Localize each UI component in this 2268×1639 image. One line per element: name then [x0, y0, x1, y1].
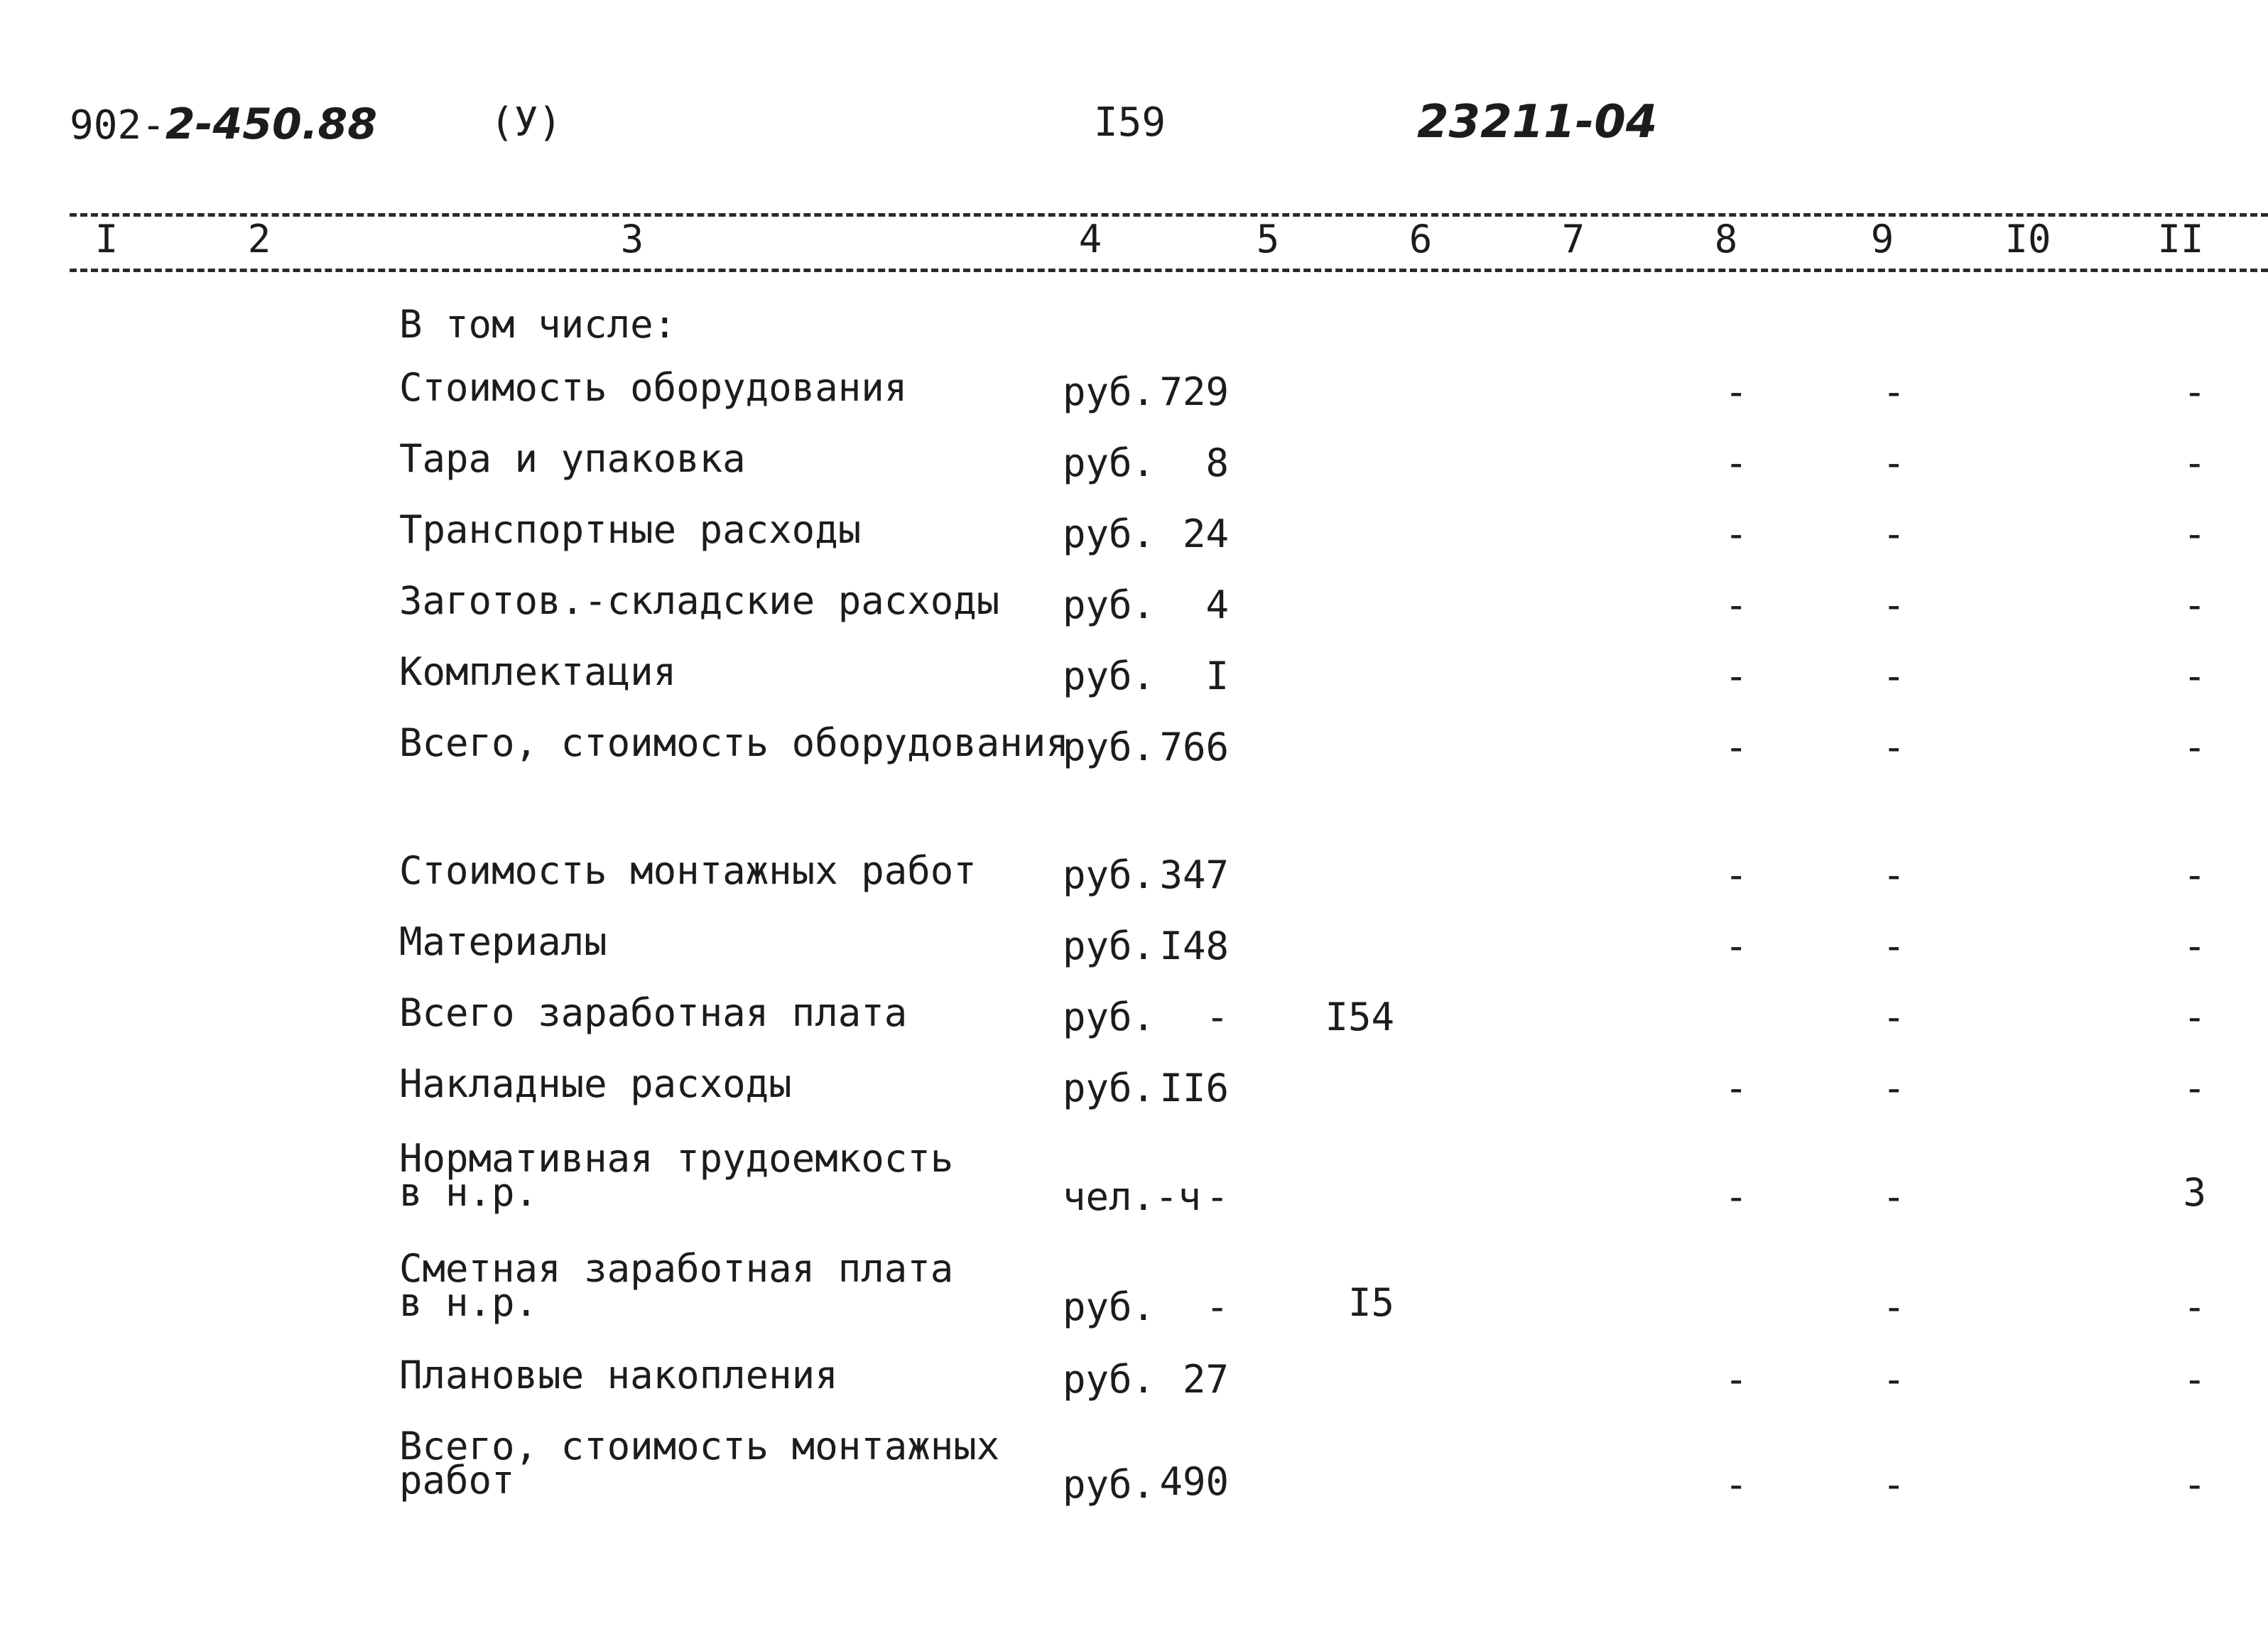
col7-value: 766: [1159, 725, 1229, 769]
column-6: 6: [1409, 217, 1433, 261]
col7-value: II6: [1159, 1066, 1229, 1110]
col9-value: -: [1882, 1462, 1906, 1507]
column-4: 4: [1078, 217, 1102, 261]
col8-value: -: [1725, 440, 1748, 485]
col11-value: -: [2183, 1284, 2206, 1329]
row-label: Транспортные расходы: [399, 507, 862, 552]
col8-value: -: [1725, 725, 1748, 769]
col9-value: -: [1882, 995, 1906, 1039]
row-unit: руб.: [1063, 1462, 1156, 1507]
col7-value: -: [1205, 995, 1229, 1039]
variant-mark: (У): [490, 99, 563, 146]
col9-value: -: [1882, 1284, 1906, 1329]
col11-value: -: [2183, 853, 2206, 897]
header-top-rule: [70, 213, 2268, 217]
column-9: 9: [1870, 217, 1894, 261]
row-label: Стоимость монтажных работ: [399, 848, 977, 893]
row-unit: руб.: [1063, 369, 1156, 414]
table-row: [0, 649, 2268, 732]
column-3: 3: [620, 217, 644, 261]
row-unit: руб.: [1063, 440, 1156, 485]
col11-value: -: [2183, 369, 2206, 414]
column-5: 5: [1256, 217, 1280, 261]
row-label: Сметная заработная плата: [399, 1246, 954, 1291]
column-1: I: [94, 217, 119, 261]
col7-value: 8: [1205, 440, 1229, 485]
row-label: Всего, стоимость монтажных: [399, 1424, 1000, 1468]
row-label: Плановые накопления: [399, 1353, 838, 1397]
table-row: [0, 578, 2268, 661]
col8-value: -: [1725, 1357, 1748, 1402]
col7-value: 4: [1205, 583, 1229, 627]
col8-value: -: [1725, 583, 1748, 627]
row-label-continued: работ: [399, 1458, 515, 1503]
col7-value: I: [1205, 654, 1229, 698]
col11-value: -: [2183, 654, 2206, 698]
col7-value: 490: [1159, 1459, 1229, 1504]
row-unit: руб.: [1063, 1284, 1156, 1329]
row-label: Тара и упаковка: [399, 436, 746, 481]
table-row: [0, 1246, 2268, 1343]
row-label: Всего заработная плата: [399, 990, 908, 1035]
col8-value: -: [1725, 512, 1748, 556]
col11-value: 3: [2183, 1170, 2206, 1215]
col9-value: -: [1882, 725, 1906, 769]
row-unit: руб.: [1063, 1357, 1156, 1402]
col9-value: -: [1882, 1357, 1906, 1402]
col11-value: -: [2183, 512, 2206, 556]
col8-value: -: [1725, 853, 1748, 897]
document-code-prefix: 902-: [70, 102, 166, 148]
section-intro: В том числе:: [399, 302, 677, 347]
sheet-code: 23211-04: [1417, 96, 1658, 148]
col8-value: -: [1725, 1174, 1748, 1219]
row-unit: руб.: [1063, 853, 1156, 897]
table-row: [0, 848, 2268, 931]
row-label: Стоимость оборудования: [399, 365, 908, 410]
col11-value: -: [2183, 924, 2206, 968]
table-row: [0, 1061, 2268, 1144]
col8-value: -: [1725, 1462, 1748, 1507]
column-10: I0: [2004, 217, 2051, 261]
table-row: [0, 1424, 2268, 1520]
row-label: Комплектация: [399, 649, 677, 694]
row-unit: руб.: [1063, 725, 1156, 769]
table-row: [0, 436, 2268, 519]
column-11: II: [2157, 217, 2204, 261]
table-row: [0, 919, 2268, 1002]
row-label: Всего, стоимость оборудования: [399, 720, 1069, 765]
col11-value: -: [2183, 725, 2206, 769]
col7-value: 24: [1182, 512, 1229, 556]
document-code-handwritten: 2-450.88: [165, 99, 378, 149]
col8-value: I5: [1347, 1280, 1394, 1325]
col7-value: I48: [1159, 924, 1229, 968]
page-number: I59: [1094, 99, 1166, 146]
col11-value: -: [2183, 583, 2206, 627]
row-unit: руб.: [1063, 583, 1156, 627]
row-label: Нормативная трудоемкость: [399, 1136, 954, 1181]
col8-value: -: [1725, 1066, 1748, 1110]
table-row: [0, 507, 2268, 590]
col11-value: -: [2183, 440, 2206, 485]
table-row: [0, 1136, 2268, 1233]
col11-value: -: [2183, 1357, 2206, 1402]
row-label-continued: в н.р.: [399, 1170, 538, 1215]
col7-value: -: [1205, 1174, 1229, 1219]
col8-value: -: [1725, 654, 1748, 698]
col7-value: 27: [1182, 1357, 1229, 1402]
column-7: 7: [1561, 217, 1585, 261]
row-unit: руб.: [1063, 995, 1156, 1039]
row-label: Материалы: [399, 919, 607, 964]
column-2: 2: [247, 217, 271, 261]
col8-value: I54: [1325, 995, 1394, 1039]
col11-value: -: [2183, 995, 2206, 1039]
row-unit: руб.: [1063, 924, 1156, 968]
table-row: [0, 720, 2268, 803]
col9-value: -: [1882, 369, 1906, 414]
row-label: Заготов.-складские расходы: [399, 578, 1000, 623]
table-row: [0, 1353, 2268, 1435]
document-code: [70, 99, 377, 149]
row-label: Накладные расходы: [399, 1061, 792, 1106]
col9-value: -: [1882, 583, 1906, 627]
col9-value: -: [1882, 1174, 1906, 1219]
table-row: Стоимость оборудования руб. 729 - - -: [399, 365, 2206, 414]
col9-value: -: [1882, 512, 1906, 556]
row-unit: руб.: [1063, 654, 1156, 698]
col9-value: -: [1882, 440, 1906, 485]
header-bottom-rule: [70, 269, 2268, 272]
col9-value: -: [1882, 1066, 1906, 1110]
col11-value: -: [2183, 1066, 2206, 1110]
col9-value: -: [1882, 654, 1906, 698]
row-unit: руб.: [1063, 1066, 1156, 1110]
row-unit: руб.: [1063, 512, 1156, 556]
table-row: [0, 990, 2268, 1073]
col7-value: -: [1205, 1284, 1229, 1329]
col8-value: -: [1725, 924, 1748, 968]
col11-value: -: [2183, 1462, 2206, 1507]
column-8: 8: [1714, 217, 1738, 261]
col9-value: -: [1882, 853, 1906, 897]
row-label-continued: в н.р.: [399, 1280, 538, 1325]
col7-value: 729: [1159, 369, 1229, 414]
col7-value: 347: [1159, 853, 1229, 897]
col9-value: -: [1882, 924, 1906, 968]
row-unit: чел.-ч: [1063, 1174, 1202, 1219]
